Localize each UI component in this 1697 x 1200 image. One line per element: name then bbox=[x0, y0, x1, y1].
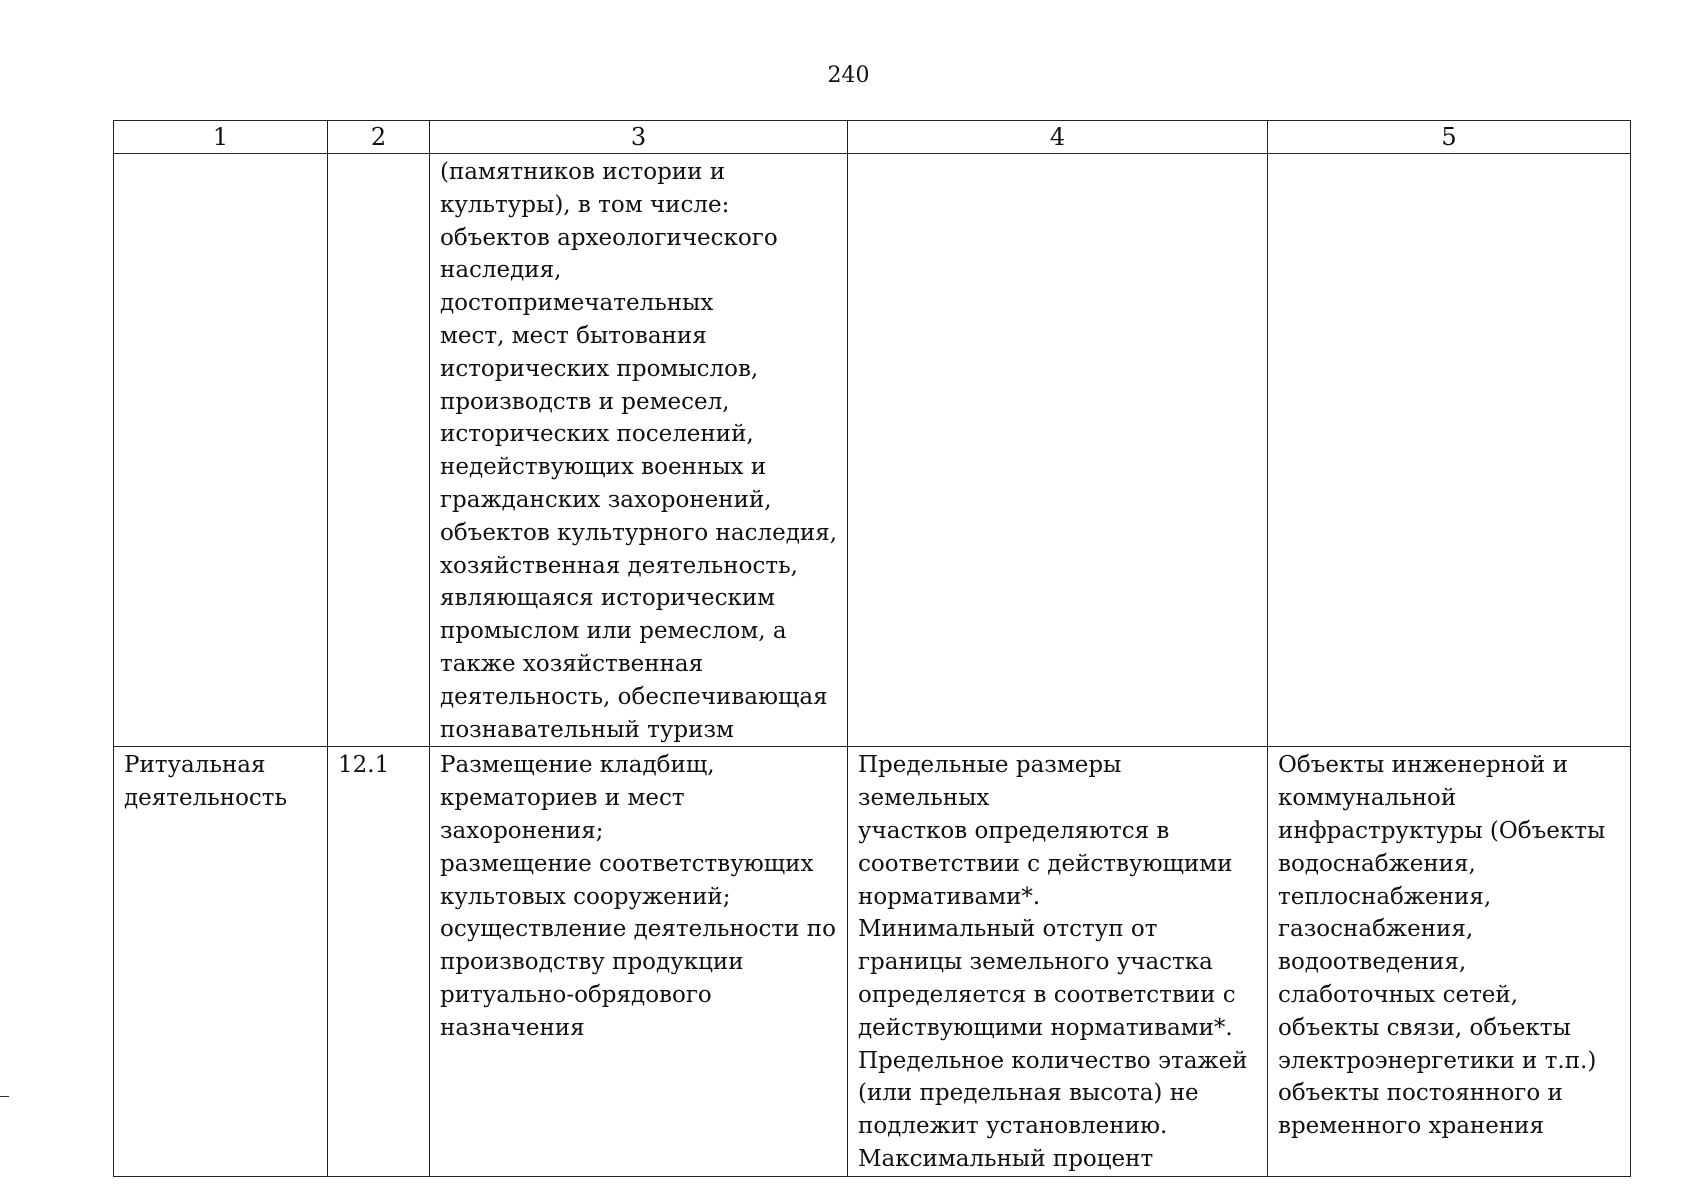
table-cell-use-name: Ритуальная деятельность bbox=[114, 747, 328, 1176]
land-use-table bbox=[113, 120, 1631, 1177]
table-row bbox=[114, 154, 1631, 747]
column-header-5: 5 bbox=[1268, 121, 1631, 154]
table-header-row bbox=[114, 121, 1631, 154]
table-cell-description: (памятников истории и культуры), в том числе: объектов археологического наследия, достопримечательных мест, мест бытования исторических промыслов, производств и ремесел, исторических поселений, недействующих военных и гражданских захоронений, объектов культурного наследия, хозяйственная деятельность, являющаяся историческим промыслом или ремеслом, а также хозяйственная деятельность, обеспечивающая познавательный туризм bbox=[430, 154, 848, 747]
table-cell-parameters: Предельные размеры земельных участков определяются в соответствии с действующими нормативами*. Минимальный отступ от границы земельного участка определяется в соответствии с действующими нормативами*. Предельное количество этажей (или предельная высота) не подлежит установлению. Максимальный процент bbox=[848, 747, 1268, 1176]
table-cell-description: Размещение кладбищ, крематориев и мест захоронения; размещение соответствующих культовых сооружений; осуществление деятельности по производству продукции ритуально-обрядового назначения bbox=[430, 747, 848, 1176]
column-header-4: 4 bbox=[848, 121, 1268, 154]
table-cell-auxiliary-uses bbox=[1268, 154, 1631, 747]
table-cell-code bbox=[328, 154, 430, 747]
margin-mark bbox=[0, 1096, 9, 1097]
table-cell-auxiliary-uses: Объекты инженерной и коммунальной инфраструктуры (Объекты водоснабжения, теплоснабжения, газоснабжения, водоотведения, слаботочных сетей, объекты связи, объекты электроэнергетики и т.п.) объекты постоянного и временного хранения bbox=[1268, 747, 1631, 1176]
column-header-1: 1 bbox=[114, 121, 328, 154]
column-header-2: 2 bbox=[328, 121, 430, 154]
column-header-3: 3 bbox=[430, 121, 848, 154]
table-cell-parameters bbox=[848, 154, 1268, 747]
table-cell-code: 12.1 bbox=[328, 747, 430, 1176]
page-number: 240 bbox=[827, 63, 870, 88]
table-cell-use-name bbox=[114, 154, 328, 747]
table-row bbox=[114, 747, 1631, 1176]
